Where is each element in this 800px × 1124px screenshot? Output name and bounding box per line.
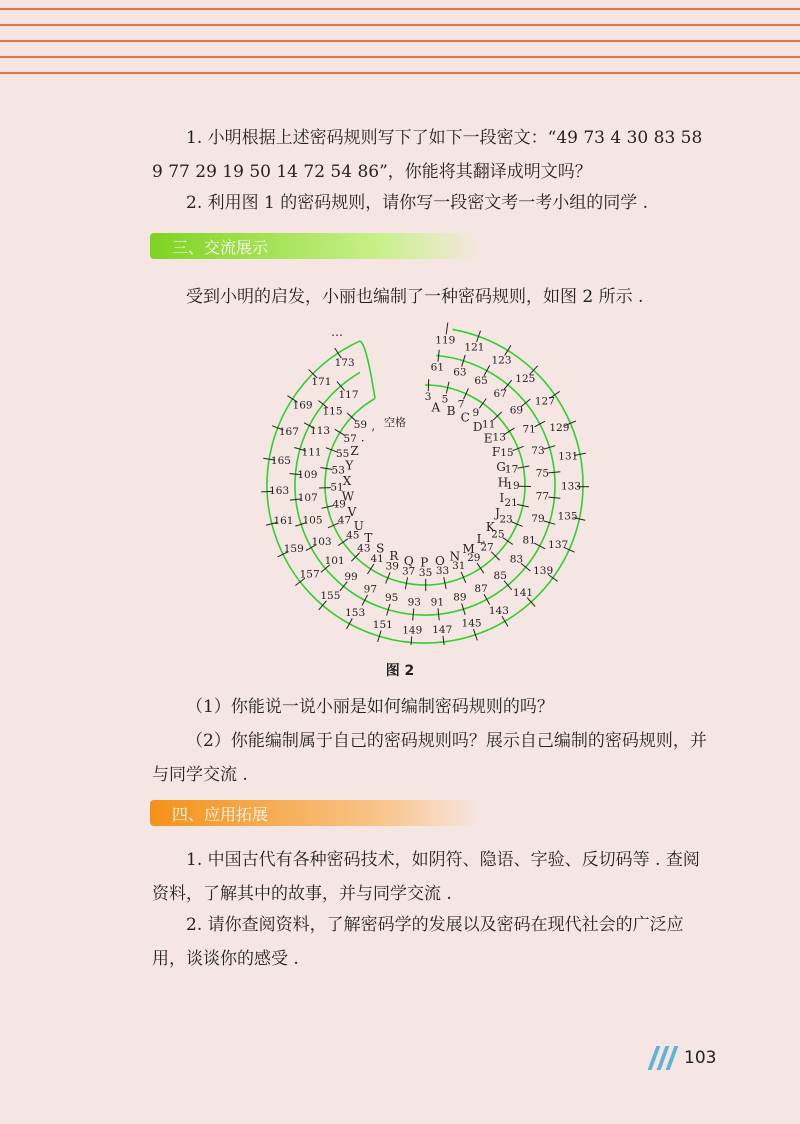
ring1-number-label: 7 [457, 398, 465, 411]
ring2-number-label: 87 [474, 582, 488, 595]
section-3-heading: 三、交流展示 [150, 233, 480, 259]
ring3-number-label: 169 [292, 399, 313, 412]
ring1-number-label: 43 [357, 542, 371, 555]
space-label: 空格 [384, 416, 406, 429]
letter-label: J [495, 506, 500, 521]
ring2-number-tick [548, 497, 560, 498]
ring2-number-tick [438, 350, 439, 362]
ring1-number-label: 13 [492, 431, 506, 444]
letter-label: L [476, 532, 485, 547]
letter-label: I [499, 491, 505, 506]
ring3-number-label: 133 [560, 480, 582, 493]
ring2-number-label: 79 [531, 513, 545, 526]
ring3-number-label: 135 [557, 510, 578, 523]
letter-label: M [462, 542, 475, 557]
ring3-number-label: 143 [488, 604, 509, 617]
ring3-number-tick [502, 616, 508, 626]
letter-label: A [431, 400, 441, 415]
ring1-number-tick [367, 564, 374, 574]
ring2-number-tick [484, 594, 490, 605]
letter-label: K [485, 519, 495, 534]
ring3-number-label: 139 [533, 564, 554, 577]
ring1-number-label: 39 [385, 560, 400, 573]
ring2-number-label: 85 [493, 569, 507, 582]
ring1-number-label: 59 [353, 419, 368, 432]
ring3-number-label: 153 [345, 607, 366, 620]
ring2-number-tick [362, 595, 368, 606]
ring3-number-label: 155 [320, 590, 341, 603]
ring1-number-label: 23 [499, 513, 513, 526]
spiral-cipher-figure [240, 315, 600, 645]
letter-label: W [341, 489, 355, 504]
ring1-number-label: 47 [337, 514, 352, 527]
ring1-number-label: 55 [335, 448, 350, 461]
ring2-number-label: 111 [301, 446, 322, 459]
header-rule-lines [0, 0, 800, 85]
ring2-number-label: 95 [384, 592, 399, 605]
ring2-number-tick [534, 543, 545, 549]
ring1-number-label: 29 [467, 552, 481, 565]
ring3-number-label: 157 [299, 568, 320, 581]
ring3-number-tick [411, 636, 412, 645]
ring1-number-label: 51 [330, 481, 344, 494]
letter-label: E [483, 431, 493, 446]
ring2-number-label: 115 [322, 405, 343, 418]
intro-paragraph: 受到小明的启发，小丽也编制了一种密码规则，如图 2 所示 . [186, 287, 644, 307]
letter-label: N [449, 549, 461, 564]
ring2-number-tick [534, 421, 545, 427]
ring1-number-label: 37 [401, 565, 416, 578]
ring1-number-label: 21 [504, 497, 518, 510]
ring1-number-label: 53 [331, 464, 345, 477]
question-1-text: 1. 小明根据上述密码规则写下了如下一段密文：“49 73 4 30 83 58 9 77 29 19 50 14 72 54 86”，你能将其翻译成明文吗？ [152, 128, 703, 182]
ring1-number-tick [477, 563, 484, 573]
letter-label: F [491, 445, 501, 460]
ring3-number-label: 167 [278, 426, 299, 439]
ring2-number-label: 97 [363, 583, 378, 596]
ring2-number-tick [413, 608, 414, 620]
ring2-number-label: 109 [297, 469, 318, 482]
ring3-number-label: 123 [491, 354, 512, 367]
letter-label: X [342, 474, 352, 489]
page-slash-icon [648, 1046, 682, 1070]
ring1-number-tick [479, 398, 486, 408]
ring3-number-label: 119 [435, 334, 456, 347]
letter-label: O [434, 554, 445, 569]
letter-label: G [496, 459, 506, 474]
ring3-number-label: 121 [464, 341, 485, 354]
letter-label: B [446, 403, 456, 418]
letter-label: . [360, 430, 365, 445]
ring2-number-label: 103 [311, 535, 332, 548]
ring2-number-label: 81 [522, 534, 536, 547]
ring1-number-label: 57 [343, 432, 357, 445]
letter-label: C [460, 410, 470, 425]
ring3-number-label: 171 [311, 376, 332, 389]
letter-label: D [472, 419, 483, 434]
letter-label: V [347, 504, 357, 519]
ring1-number-label: 49 [332, 498, 346, 511]
section-4-heading: 四、应用拓展 [150, 800, 480, 826]
letter-label: T [364, 531, 373, 546]
letter-label: Z [350, 443, 359, 458]
ring3-number-label: 149 [402, 624, 423, 637]
ring1-number-label: 25 [491, 528, 505, 541]
ring1-number-label: 17 [504, 463, 519, 476]
question-1-prompt: （1）你能说一说小丽是如何编制密码规则的吗？ [186, 697, 554, 717]
ring3-number-label: 125 [515, 372, 536, 385]
ellipsis-label: … [331, 325, 343, 340]
ring1-number-label: 45 [346, 529, 360, 542]
ring2-number-label: 89 [453, 591, 467, 604]
ring2-number-label: 77 [535, 490, 550, 503]
ring2-number-label: 101 [324, 554, 345, 567]
ring3-number-label: 137 [548, 538, 569, 551]
ring3-number-label: 145 [461, 617, 482, 630]
ring3-number-label: 151 [372, 618, 393, 631]
ring3-number-tick [346, 618, 352, 629]
letter-label: , [371, 419, 376, 434]
letter-label: S [376, 541, 385, 556]
tick-marks [261, 323, 589, 645]
extension-2-text: 2. 请你查阅资料，了解密码学的发展以及密码在现代社会的广泛应用，谈谈你的感受 . [152, 915, 684, 969]
ring3-number-label: 147 [432, 623, 453, 636]
ring2-number-label: 61 [430, 361, 445, 374]
ring3-number-label: 163 [269, 485, 290, 498]
letter-label: H [497, 475, 509, 490]
ring1-number-label: 3 [424, 391, 432, 404]
ring1-number-label: 33 [435, 565, 450, 578]
ring1-number-label: 31 [452, 560, 466, 573]
ring1-number-label: 19 [506, 480, 520, 493]
ring2-number-tick [438, 608, 439, 620]
letter-label: R [389, 549, 399, 564]
ring2-number-label: 69 [509, 404, 524, 417]
ring3-number-label: 131 [558, 450, 579, 463]
ring2-number-label: 93 [407, 596, 421, 609]
ring2-number-label: 67 [493, 388, 507, 401]
ring3-number-label: 165 [270, 455, 291, 468]
letter-label: U [353, 518, 364, 533]
ring2-number-label: 63 [453, 366, 467, 379]
extension-1-text: 1. 中国古代有各种密码技术，如阴符、隐语、字验、反切码等 . 查阅资料，了解其中的故事，并与同学交流 . [152, 850, 700, 904]
ring3-number-label: 161 [273, 514, 294, 527]
page-number: 103 [684, 1048, 717, 1068]
ring3-number-label: 129 [549, 421, 570, 434]
question-2-prompt: （2）你能编制属于自己的密码规则吗？展示自己编制的密码规则，并与同学交流 . [152, 731, 707, 785]
letter-label: Y [345, 458, 354, 473]
letter-label: Q [403, 553, 414, 568]
figure-caption: 图 2 [385, 663, 415, 679]
ring2-number-label: 117 [338, 389, 359, 402]
ring2-number-label: 83 [509, 553, 524, 566]
ring1-number-label: 27 [480, 541, 494, 554]
spiral-connector [358, 341, 375, 398]
ring3-number-label: 141 [513, 587, 534, 600]
page-number-area [648, 1046, 716, 1070]
ring1-number-label: 15 [500, 446, 514, 459]
ring2-number-label: 75 [535, 467, 550, 480]
ring1-number-label: 5 [441, 393, 449, 406]
ring2-number-label: 65 [474, 375, 488, 388]
ring3-number-label: 127 [534, 395, 555, 408]
ring1-number-label: 35 [418, 566, 433, 579]
ring3-number-tick [443, 636, 444, 645]
ring1-number-label: 41 [370, 552, 384, 565]
ring1-number-label: 11 [482, 418, 496, 431]
ring2-number-tick [340, 582, 348, 591]
ring1-number-label: 9 [472, 407, 480, 420]
ring3-number-label: 173 [334, 357, 355, 370]
ring2-number-label: 113 [310, 425, 331, 438]
ring2-number-label: 105 [302, 514, 323, 527]
question-2-text: 2. 利用图 1 的密码规则，请你写一段密文考一考小组的同学 . [186, 193, 649, 213]
ring3-number-tick [446, 323, 448, 335]
ring2-number-label: 71 [522, 423, 536, 436]
ring2-number-label: 107 [297, 492, 318, 505]
ring2-number-label: 91 [430, 596, 445, 609]
ring2-number-label: 99 [344, 570, 358, 583]
ring2-number-tick [548, 472, 560, 473]
ring3-number-label: 159 [283, 543, 304, 556]
letter-label: P [420, 555, 429, 570]
ring2-number-label: 73 [531, 444, 545, 457]
